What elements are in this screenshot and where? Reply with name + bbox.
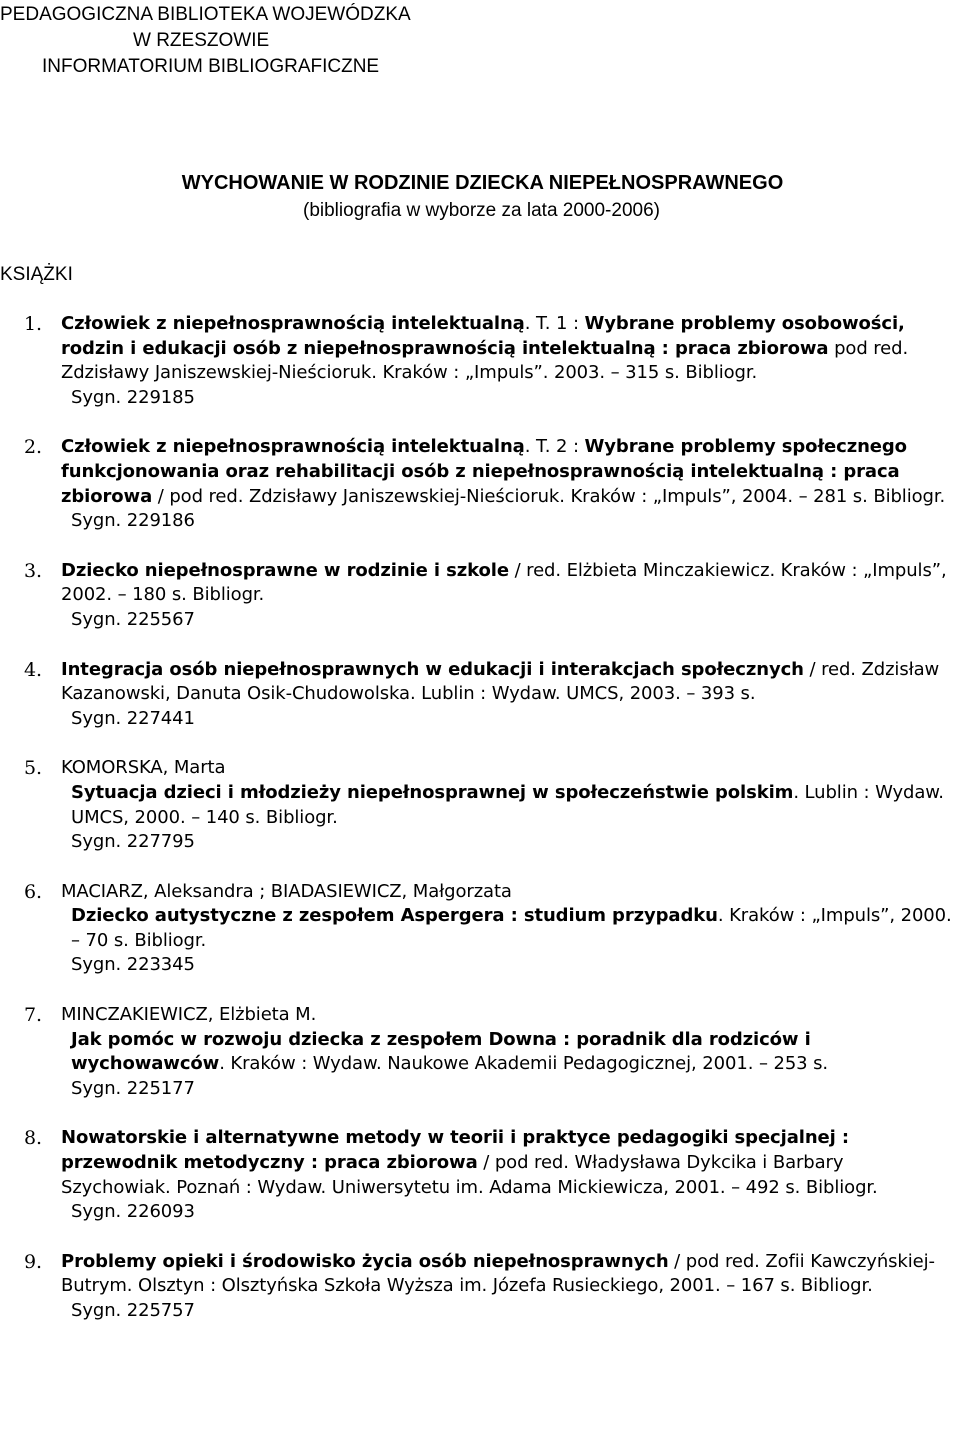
- bibliography-entry: [0, 658, 960, 732]
- entry-call-number: Sygn. 225567: [71, 608, 195, 630]
- bibliography-entry: [0, 435, 960, 533]
- entry-separator: .: [524, 436, 536, 458]
- header-line-department: INFORMATORIUM BIBLIOGRAFICZNE: [42, 56, 380, 77]
- entry-number: 6.: [24, 880, 42, 903]
- entry-details: pod red. Zdzisławy Janiszewskiej-Nieścioruk. Kraków : „Impuls”. 2003. – 315 s. Bibliogr.: [61, 337, 909, 384]
- bibliography-entry: [0, 1250, 960, 1324]
- bibliography-entry: [0, 756, 960, 854]
- entry-subtitle: Wybrane problemy społecznego funkcjonowania oraz rehabilitacji osób z niepełnosprawnością intelektualną : praca zbiorowa: [61, 436, 907, 507]
- entry-details: / pod red. Zofii Kawczyńskiej-Butrym. Olsztyn : Olsztyńska Szkoła Wyższa im. Józefa Rusieckiego, 2001. – 167 s. Bibliogr.: [61, 1250, 935, 1297]
- entry-call-number: Sygn. 229185: [71, 386, 195, 408]
- entry-call-number: Sygn. 226093: [71, 1201, 195, 1223]
- entry-number: 3.: [24, 559, 42, 582]
- entry-details: . Kraków : „Impuls”, 2000. – 70 s. Bibliogr.: [71, 905, 952, 951]
- entry-call-number: Sygn. 225757: [71, 1300, 195, 1321]
- entry-number: 1.: [24, 313, 42, 335]
- bibliography-entry: [0, 880, 960, 978]
- document-title: [0, 169, 960, 225]
- library-header: [0, 2, 960, 80]
- entry-details: / red. Elżbieta Minczakiewicz. Kraków : „Impuls”, 2002. – 180 s. Bibliogr.: [61, 559, 947, 606]
- entry-details: / red. Zdzisław Kazanowski, Danuta Osik-Chudowolska. Lublin : Wydaw. UMCS, 2003. – 393 s.: [61, 658, 940, 705]
- bibliography-entry: [0, 312, 960, 410]
- page-title: WYCHOWANIE W RODZINIE DZIECKA NIEPEŁNOSPRAWNEGO: [181, 172, 784, 194]
- entry-number: 9.: [24, 1250, 42, 1273]
- entry-call-number: Sygn. 227795: [71, 831, 195, 853]
- entry-details: / pod red. Władysława Dykcika i Barbary Szychowiak. Poznań : Wydaw. Uniwersytetu im. Adama Mickiewicza, 2001. – 492 s. Bibliogr.: [61, 1152, 878, 1198]
- entry-call-number: Sygn. 229186: [71, 510, 195, 532]
- entry-call-number: Sygn. 223345: [71, 954, 195, 976]
- entry-number: 4.: [24, 658, 42, 681]
- entry-author: MINCZAKIEWICZ, Elżbieta M.: [61, 1004, 317, 1026]
- entry-number: 5.: [24, 757, 42, 780]
- entry-title: Sytuacja dzieci i młodzieży niepełnosprawnej w społeczeństwie polskim: [71, 781, 794, 803]
- page-subtitle: (bibliografia w wyborze za lata 2000-2006): [303, 200, 660, 221]
- entry-title: Człowiek z niepełnosprawnością intelektualną: [61, 436, 525, 458]
- entry-title: Dziecko autystyczne z zespołem Aspergera : studium przypadku: [71, 905, 718, 927]
- entry-number: 8.: [24, 1127, 42, 1150]
- entry-title: Integracja osób niepełnosprawnych w edukacji i interakcjach społecznych: [61, 658, 804, 680]
- entry-number: 7.: [24, 1004, 42, 1027]
- entry-details: . Kraków : Wydaw. Naukowe Akademii Pedagogicznej, 2001. – 253 s.: [219, 1053, 829, 1075]
- entry-details: / pod red. Zdzisławy Janiszewskiej-Nieścioruk. Kraków : „Impuls”, 2004. – 281 s. Bibliogr.: [152, 485, 946, 507]
- bibliography-entry: [0, 1126, 960, 1224]
- bibliography-entry: [0, 1003, 960, 1101]
- entry-author: KOMORSKA, Marta: [61, 757, 226, 779]
- entry-details: . Lublin : Wydaw. UMCS, 2000. – 140 s. Bibliogr.: [71, 781, 944, 828]
- entry-title: Człowiek z niepełnosprawnością intelektualną: [61, 313, 525, 334]
- entry-title: Nowatorskie i alternatywne metody w teorii i praktyce pedagogiki specjalnej : przewodnik metodyczny : praca zbiorowa: [61, 1127, 849, 1174]
- entry-part: T.: [535, 436, 551, 458]
- header-line-city: W RZESZOWIE: [133, 30, 270, 51]
- entry-part-number: 2 :: [550, 436, 585, 458]
- entry-number: 2.: [24, 436, 42, 459]
- bibliography-entry: [0, 559, 960, 633]
- entry-call-number: Sygn. 227441: [71, 707, 195, 729]
- entry-author: MACIARZ, Aleksandra ; BIADASIEWICZ, Małgorzata: [61, 880, 512, 902]
- entry-title: Jak pomóc w rozwoju dziecka z zespołem Downa : poradnik dla rodziców i wychowawców: [71, 1028, 811, 1075]
- entry-separator: .: [524, 313, 536, 334]
- entry-subtitle: Wybrane problemy osobowości, rodzin i edukacji osób z niepełnosprawnością intelektualną : praca zbiorowa: [61, 313, 905, 359]
- entry-part: T.: [535, 313, 551, 334]
- entry-part-number: 1 :: [550, 313, 585, 334]
- entry-title: Problemy opieki i środowisko życia osób niepełnosprawnych: [61, 1250, 669, 1272]
- section-heading-books: KSIĄŻKI: [0, 264, 73, 285]
- header-line-library: PEDAGOGICZNA BIBLIOTEKA WOJEWÓDZKA: [0, 4, 411, 25]
- entry-title: Dziecko niepełnosprawne w rodzinie i szkole: [61, 559, 509, 581]
- bibliography-list: [0, 312, 960, 1324]
- entry-call-number: Sygn. 225177: [71, 1077, 195, 1099]
